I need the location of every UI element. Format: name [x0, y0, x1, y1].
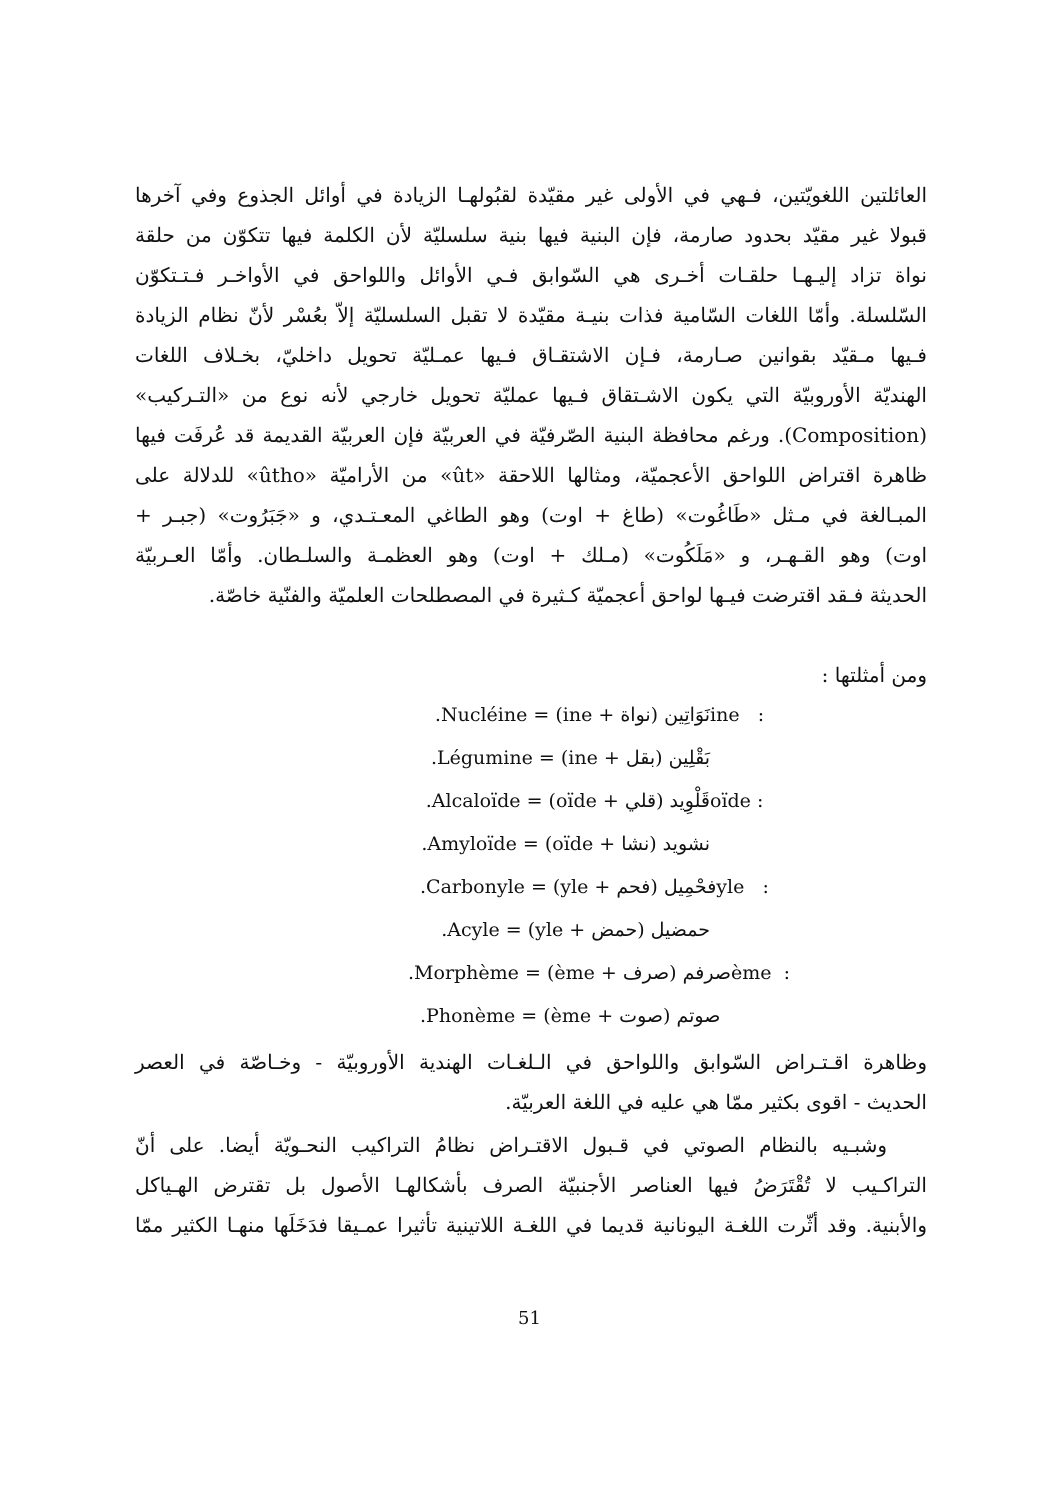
example-row	[420, 737, 790, 780]
paragraph-line: (Composition). ورغم محافظة البنية الصّرفيّة في العربيّة فإن العربيّة القديمة قد عُرفَت فيها	[135, 423, 927, 447]
example-suffix: yle :	[716, 876, 769, 898]
example-body: صوتم (صوت + ème) = Phonème.	[420, 1005, 721, 1027]
paragraph-line: ظاهرة اقتراض اللواحق الأعجميّة، ومثالها اللاحقة «ût» من الأراميّة «ûtho» للدلالة على	[135, 463, 927, 487]
example-row	[420, 694, 790, 737]
paragraph-line: العائلتين اللغويّتين، فـهي في الأولى غير مقيّدة لقبُولهـا الزيادة في أوائل الجذوع وفي آخرها	[135, 183, 927, 207]
paragraph-3	[135, 1125, 927, 1245]
example-suffix	[710, 823, 790, 866]
example-body: نشويد (نشا + oïde) = Amyloïde.	[421, 833, 710, 855]
paragraph-line: الحديث - اقوى بكثير ممّا هي عليه في اللغة العربيّة.	[505, 1090, 927, 1114]
paragraph-line: السّلسلة. وأمّا اللغات السّامية فذات بنيـة مقيّدة لا تقبل السلسليّة إلاّ بعُسْر لأنّ نظام الزيادة	[135, 303, 927, 327]
paragraph-line: نواة تزاد إليـهـا حلقـات أخـرى هي السّوابق فـي الأوائل واللواحق في الأواخـر فـتـتكوّن	[135, 263, 927, 287]
example-suffix	[720, 995, 790, 1038]
examples-intro: ومن أمثلتها :	[821, 663, 927, 687]
example-suffix: oïde :	[710, 790, 764, 812]
paragraph-line: المبـالغة في مـثل «طَاغُوت» (طاغ + اوت) وهو الطاغي المعـتـدي، و «جَبَرُوت» (جبـر +	[135, 503, 927, 527]
paragraph-line: وشبـيه بالنظام الصوتي في قـبول الاقتـراض نظامُ التراكيب النحـويّة أيضا. على أنّ	[135, 1133, 887, 1157]
example-row	[420, 909, 790, 952]
paragraph-line: اوت) وهو القـهـر، و «مَلَكُوت» (مـلك + اوت) وهو العظمـة والسلـطان. وأمّا العـربيّة	[135, 543, 927, 567]
example-body: قَلْوِيد (قلي + oïde) = Alcaloïde.	[425, 790, 710, 812]
paragraph-line: والأبنية. وقد أثّرت اللغـة اليونانية قديما في اللغـة اللاتينية تأثيرا عمـيقا فدَخَلَها منهـا الكثير ممّا	[135, 1213, 927, 1237]
paragraph-line: التراكـيب لا تُقْتَرَضُ فيها العناصر الأجنبيّة الصرف بأشكالهـا الأصول بل تقترض الهـياكل	[135, 1173, 927, 1197]
example-body: صرفم (صرف + ème) = Morphème.	[408, 962, 731, 984]
example-body: نَوَاتِين (نواة + ine) = Nucléine.	[434, 704, 710, 726]
example-suffix: ème :	[730, 962, 790, 984]
example-suffix: ine :	[710, 704, 765, 726]
example-body: حمضيل (حمض + yle) = Acyle.	[441, 919, 710, 941]
paragraph-line: فـيها مـقيّد بقوانين صـارمة، فـإن الاشتقـاق فـيها عمـليّة تحويل داخليّ، بخـلاف اللغات	[135, 343, 927, 367]
example-suffix	[710, 737, 790, 780]
paragraph-line: الهنديّة الأوروبيّة التي يكون الاشـتقاق فـيها عمليّة تحويل خارجي لأنه نوع من «التـركيب»	[135, 383, 927, 407]
paragraph-2	[135, 1042, 927, 1122]
example-row	[420, 866, 790, 909]
example-suffix	[710, 909, 790, 952]
example-row	[408, 952, 790, 995]
paragraph-line: قبولا غير مقيّد بحدود صارمة، فإن البنية فيها بنية سلسليّة لأن الكلمة فيها تتكوّن من حلقة	[135, 223, 927, 247]
examples-list	[408, 694, 790, 1038]
example-row	[420, 823, 790, 866]
paragraph-line: وظاهرة اقـتـراض السّوابق واللواحق في الـلغـات الهندية الأوروبيّة - وخـاصّة في العصر	[135, 1050, 927, 1074]
example-row	[420, 995, 790, 1038]
example-body: فحْمِيل (فحم + yle) = Carbonyle.	[420, 876, 717, 898]
example-row	[420, 780, 790, 823]
page-number: 51	[518, 1308, 541, 1329]
example-body: بَقْلِين (بقل + ine) = Légumine.	[430, 747, 710, 769]
paragraph-line: الحديثة فـقد اقترضت فيـها لواحق أعجميّة كـثيرة في المصطلحات العلميّة والفنّية خاصّة.	[208, 583, 927, 607]
paragraph-1	[135, 175, 927, 615]
